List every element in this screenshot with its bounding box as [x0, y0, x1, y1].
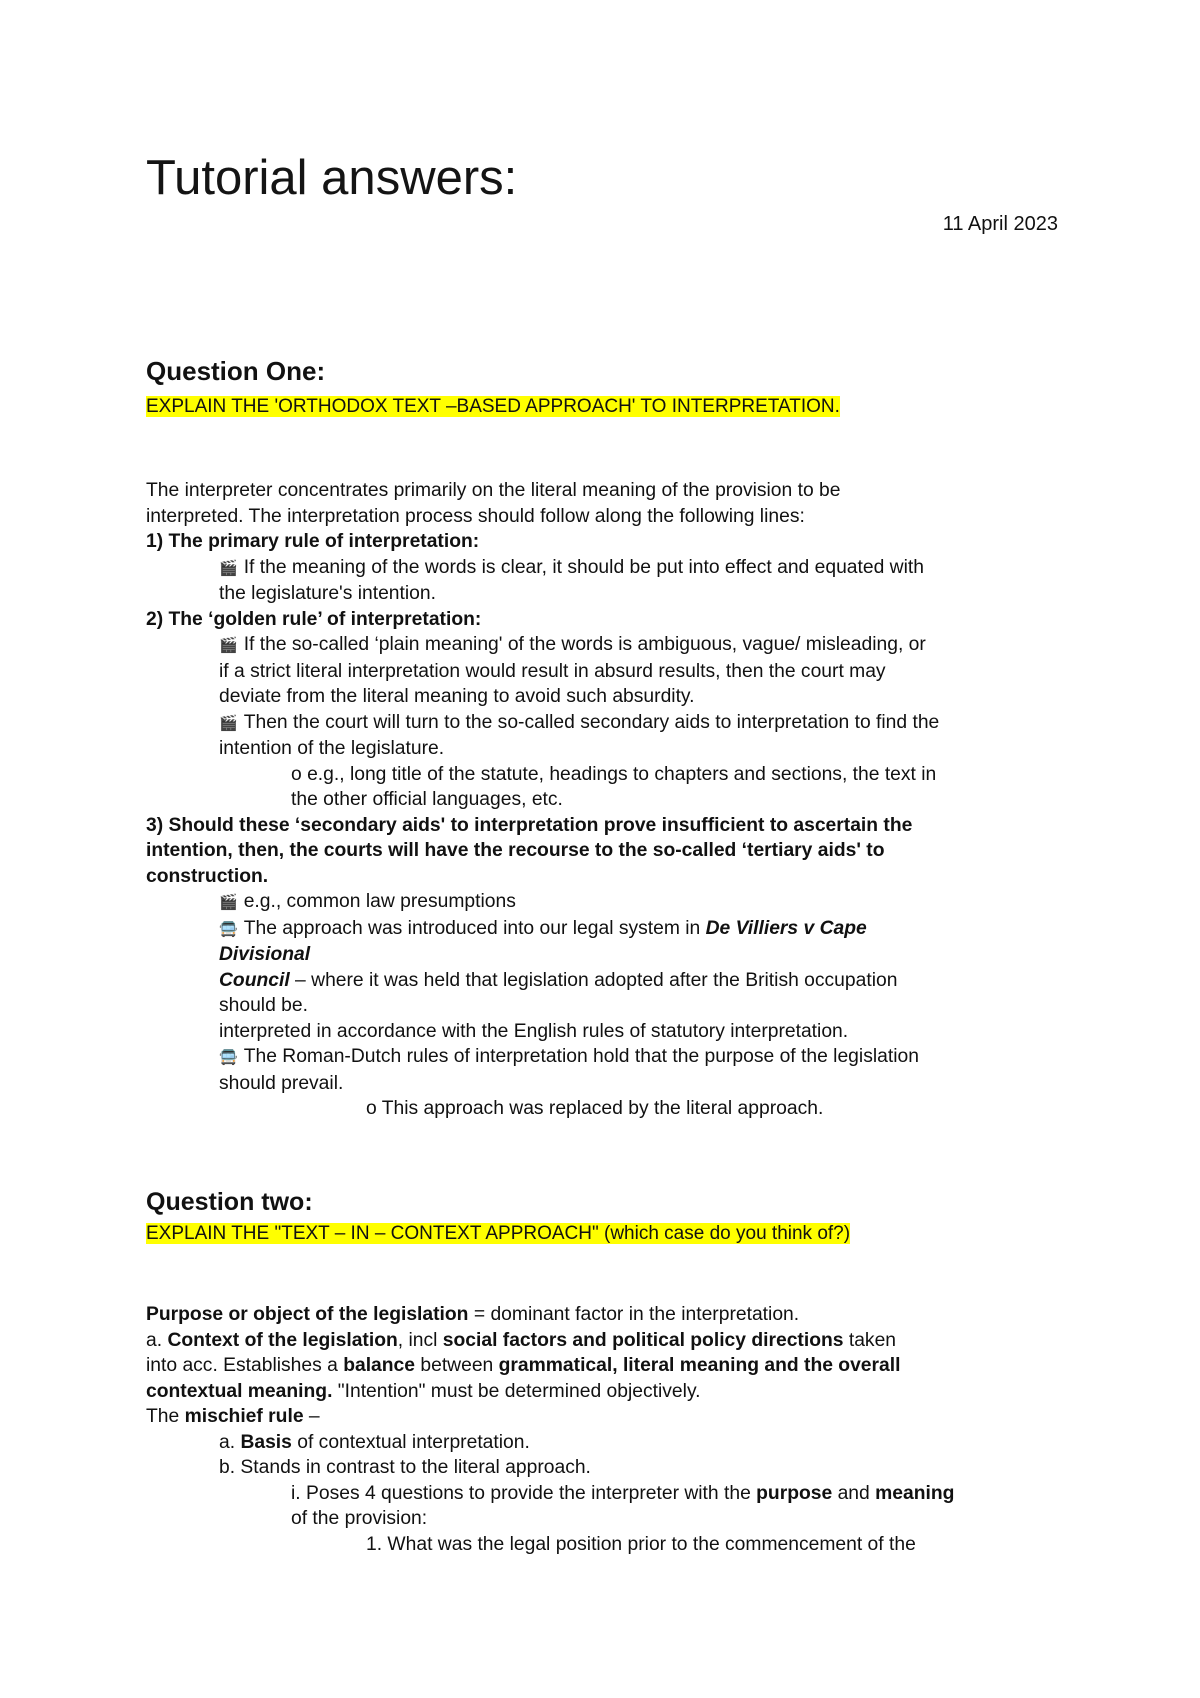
text-line: intention of the legislature. — [219, 738, 445, 759]
question-one-heading: Question One: — [146, 356, 326, 386]
bus-icon: 🚍 — [219, 1048, 238, 1066]
list-marker: a. — [219, 1431, 241, 1453]
text-line: of contextual interpretation. — [291, 1431, 530, 1453]
text-line: 1. What was the legal position prior to the commencement of the — [366, 1533, 916, 1555]
text-line: the other official languages, etc. — [291, 789, 563, 810]
case-name: Divisional — [219, 944, 311, 965]
text-line: , incl — [397, 1329, 443, 1351]
text-line: – where it was held that legislation adopted after the British occupation — [289, 969, 898, 991]
text-line: the legislature's intention. — [219, 583, 436, 604]
rule-heading: 1) The primary rule of interpretation: — [146, 531, 480, 552]
bold-term: contextual meaning. — [146, 1380, 333, 1402]
question-two-answer — [146, 1302, 1086, 1557]
clapper-icon: 🎬 — [219, 713, 238, 732]
text-line: The interpreter concentrates primarily on the literal meaning of the provision to be — [146, 480, 841, 501]
rule-heading: intention, then, the courts will have the recourse to the so-called ‘tertiary aids' to — [146, 840, 885, 861]
text-line: = dominant factor in the interpretation. — [468, 1304, 800, 1325]
text-line: taken — [843, 1329, 897, 1351]
bold-term: mischief rule — [184, 1406, 304, 1427]
text-line: The Roman-Dutch rules of interpretation hold that the purpose of the legislation — [243, 1046, 919, 1067]
text-line: of the provision: — [291, 1508, 428, 1529]
text-line: The — [146, 1406, 185, 1427]
clapper-icon: 🎬 — [219, 558, 238, 577]
bus-icon: 🚍 — [219, 919, 238, 938]
bold-term: Context of the legislation — [167, 1329, 398, 1351]
text-line: Then the court will turn to the so-called secondary aids to interpretation to find the — [243, 711, 940, 733]
question-two-heading: Question two: — [146, 1188, 313, 1216]
text-line: should prevail. — [219, 1072, 344, 1094]
text-line: The approach was introduced into our legal system in — [243, 917, 706, 939]
text-line: and — [832, 1482, 876, 1504]
text-line: o This approach was replaced by the literal approach. — [366, 1098, 824, 1119]
bold-term: purpose — [756, 1482, 833, 1504]
text-line: o e.g., long title of the statute, headings to chapters and sections, the text in — [291, 763, 937, 785]
clapper-icon: 🎬 — [219, 893, 238, 911]
case-name: Council — [219, 969, 290, 991]
text-line: between — [415, 1355, 499, 1376]
question-one-prompt: EXPLAIN THE 'ORTHODOX TEXT –BASED APPROACH' TO INTERPRETATION. — [146, 396, 840, 417]
question-one-answer — [146, 478, 1086, 1122]
bold-term: social factors and political policy directions — [442, 1329, 844, 1351]
text-line: interpreted. The interpretation process should follow along the following lines: — [146, 505, 805, 527]
rule-heading: 2) The ‘golden rule’ of interpretation: — [146, 608, 482, 630]
clapper-icon: 🎬 — [219, 636, 238, 654]
bold-term: meaning — [875, 1482, 955, 1504]
rule-heading: 3) Should these ‘secondary aids' to interpretation prove insufficient to ascertain the — [146, 814, 913, 836]
bold-term: grammatical, literal meaning and the overall — [498, 1355, 901, 1376]
rule-heading: construction. — [146, 865, 269, 887]
text-line: b. Stands in contrast to the literal approach. — [219, 1457, 591, 1478]
question-two-prompt: EXPLAIN THE "TEXT – IN – CONTEXT APPROACH" (which case do you think of?) — [146, 1223, 851, 1244]
text-line: deviate from the literal meaning to avoid such absurdity. — [219, 686, 695, 707]
text-line: "Intention" must be determined objectively. — [332, 1380, 701, 1402]
bold-term: balance — [343, 1355, 416, 1376]
case-name: De Villiers v Cape — [705, 917, 867, 939]
text-line: If the so-called ‘plain meaning' of the words is ambiguous, vague/ misleading, or — [243, 634, 926, 655]
text-line: – — [303, 1406, 320, 1427]
text-line: if a strict literal interpretation would result in absurd results, then the court may — [219, 660, 886, 682]
text-line: should be. — [219, 995, 308, 1016]
list-marker: a. — [146, 1329, 168, 1351]
text-line: e.g., common law presumptions — [243, 891, 516, 912]
text-line: interpreted in accordance with the English rules of statutory interpretation. — [219, 1020, 849, 1042]
text-line: If the meaning of the words is clear, it should be put into effect and equated with — [243, 556, 924, 578]
page-title: Tutorial answers: — [146, 151, 518, 205]
date: 11 April 2023 — [942, 213, 1058, 235]
text-line: into acc. Establishes a — [146, 1355, 344, 1376]
bold-term: Purpose or object of the legislation — [146, 1304, 469, 1325]
text-line: i. Poses 4 questions to provide the interpreter with the — [291, 1482, 757, 1504]
bold-term: Basis — [240, 1431, 292, 1453]
